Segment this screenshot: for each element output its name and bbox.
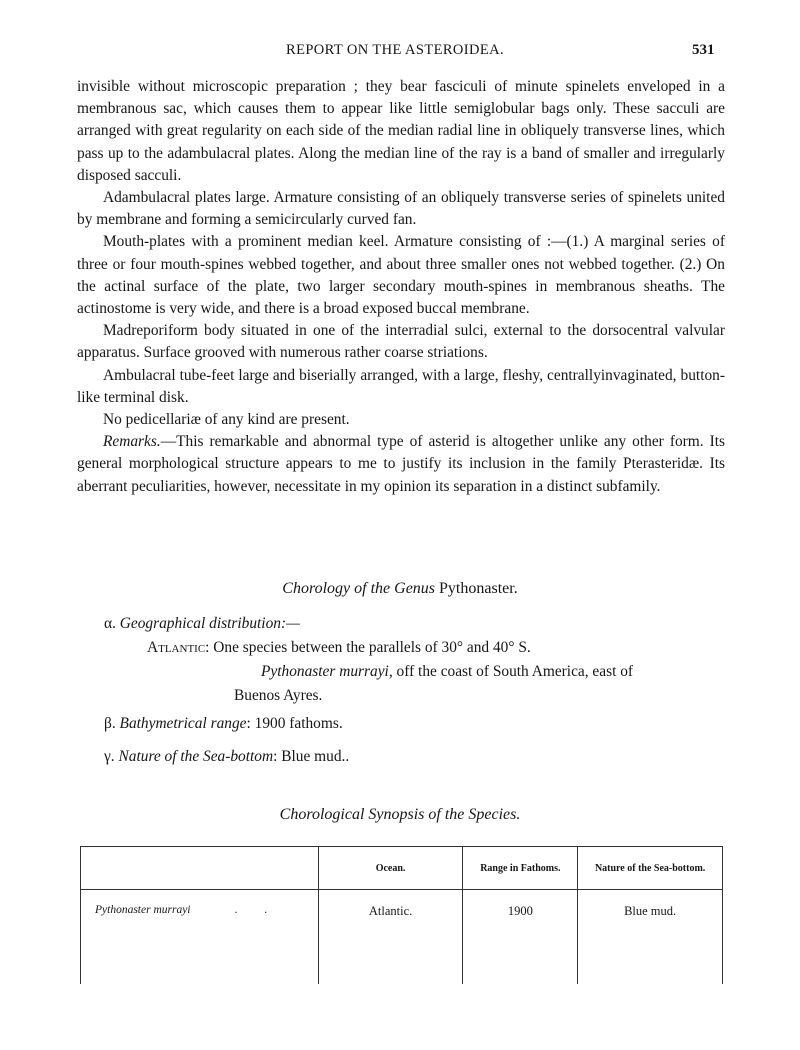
chorology-heading-italic: Chorology of the Genus [282,580,436,597]
gamma-item [104,746,349,768]
species-locality-cont: Buenos Ayres. [234,687,323,704]
paragraph: invisible without microscopic preparation ; they bear fasciculi of minute spinelets enveloped in a membranous sac, which causes them to appear like little semiglobular bags only. These sacculi are arranged with great regularity on each side of the median radial line in obliquely transverse lines, which pass up to the adambulacral plates. Along the median line of the ray is a band of smaller and irregularly disposed sacculi. [77,78,725,184]
species-cell [81,890,319,946]
ocean-cell: Atlantic. [318,890,463,946]
remarks-paragraph [77,431,725,498]
bottom-cell: Blue mud. [578,890,723,946]
range-cell: 1900 [463,890,578,946]
beta-item [104,713,343,735]
synopsis-heading: Chorological Synopsis of the Species. [279,806,521,823]
atlantic-text: : One species between the parallels of 30° and 40° S. [205,639,531,656]
leader-dots: . . [234,904,280,916]
alpha-label: Geographical distribution [119,615,281,632]
page-number: 531 [692,42,715,58]
chorology-heading-genus: Pythonaster. [439,580,518,597]
body-text [77,76,725,498]
alpha-marker: α. [104,615,116,632]
paragraph: Mouth-plates with a prominent median keel. Armature consisting of :—(1.) A marginal series of three or four mouth-spines webbed together, and about three smaller ones not webbed together. (2.) On the actinal surface of the plate, two larger secondary mouth-spines in membranous sheaths. The actinostome is very wide, and there is a broad exposed buccal membrane. [77,233,725,318]
paragraph: Ambulacral tube-feet large and biserially arranged, with a large, fleshy, centrallyinvaginated, button-like terminal disk. [77,366,725,406]
running-head: REPORT ON THE ASTEROIDEA. [286,42,505,58]
species-name: Pythonaster murrayi, [261,663,393,680]
paragraph: No pedicellariæ of any kind are present. [103,411,350,429]
species-cell-name: Pythonaster murrayi [95,904,191,916]
column-header-range: Range in Fathoms. [463,847,578,890]
gamma-label: Nature of the Sea-bottom [118,748,274,765]
remarks-text: —This remarkable and abnormal type of asterid is altogether unlike any other form. Its general morphological structure appears to me to justify its inclusion in the family Pterasteridæ. Its aberrant peculiarities, however, necessitate in my opinion its separation in a distinct subfamily. [77,433,725,495]
paragraph: Adambulacral plates large. Armature consisting of an obliquely transverse series of spinelets united by membrane and forming a semicircularly curved fan. [77,189,725,229]
alpha-suffix: :— [280,615,300,632]
atlantic-item [147,637,531,659]
table-row [81,890,723,946]
beta-marker: β. [104,715,116,732]
gamma-marker: γ. [104,748,115,765]
table-header-row [81,847,723,890]
beta-label: Bathymetrical range [119,715,247,732]
paragraph: Madreporiform body situated in one of the interradial sulci, external to the dorsocentral valvular apparatus. Surface grooved with numerous rather coarse striations. [77,322,725,362]
page-header [0,42,800,64]
atlantic-label: Atlantic [147,639,206,656]
chorology-heading [0,580,800,598]
synopsis-table [80,846,723,984]
column-header-species [81,847,319,890]
beta-value: : 1900 fathoms. [246,715,343,732]
gamma-value: : Blue mud.. [273,748,350,765]
column-header-ocean: Ocean. [318,847,463,890]
remarks-label: Remarks. [103,433,161,451]
species-locality: off the coast of South America, east of [396,663,634,680]
table-spacer-row [81,945,723,984]
column-header-bottom: Nature of the Sea-bottom. [578,847,723,890]
species-item [261,661,633,683]
alpha-item [104,613,300,635]
